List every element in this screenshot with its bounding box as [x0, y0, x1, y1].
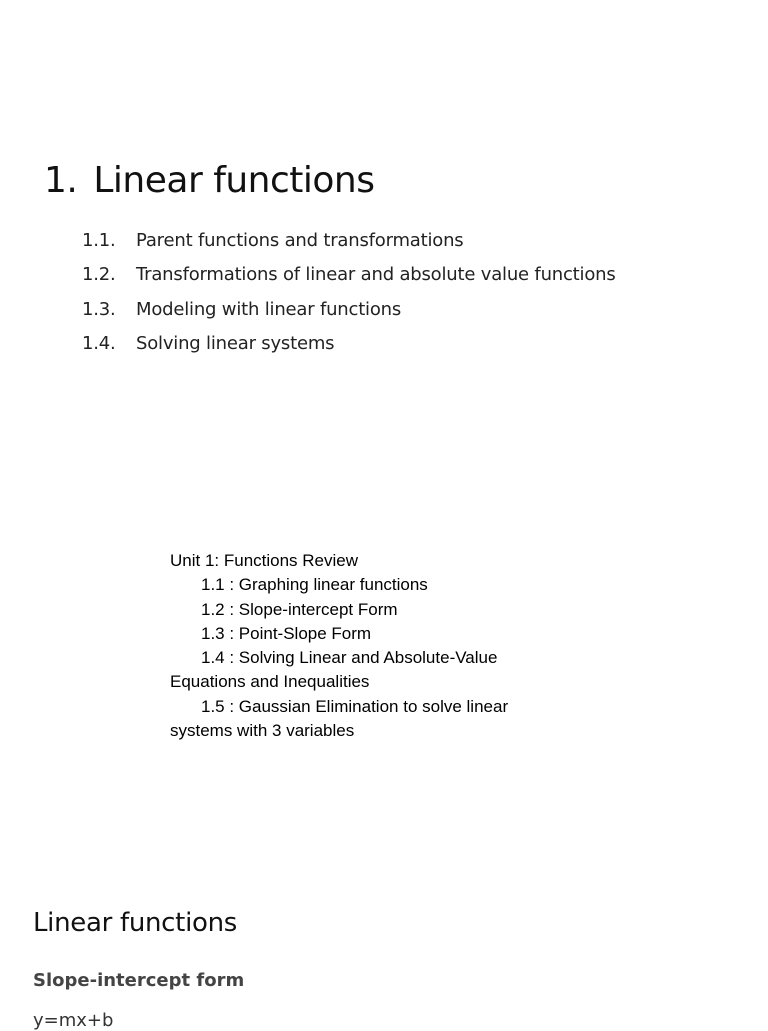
sub-heading: Slope-intercept form: [33, 970, 245, 991]
unit-line: 1.4 : Solving Linear and Absolute-Value: [201, 648, 498, 668]
toc-item: [82, 258, 616, 292]
chapter-title-text: Linear functions: [93, 160, 375, 201]
toc-item-number: 1.4.: [82, 332, 116, 354]
formula-text: y=mx+b: [33, 1010, 114, 1031]
toc-item-label: Parent functions and transformations: [136, 230, 464, 251]
chapter-title: [44, 160, 375, 201]
toc-item-label: Transformations of linear and absolute value functions: [136, 264, 616, 286]
toc-item-label: Modeling with linear functions: [136, 298, 402, 320]
unit-line: 1.2 : Slope-intercept Form: [201, 599, 398, 619]
section-title: Linear functions: [33, 908, 238, 938]
chapter-toc: [82, 224, 616, 361]
unit-line: 1.3 : Point-Slope Form: [201, 623, 372, 643]
toc-item-number: 1.1.: [82, 230, 116, 251]
toc-item: [82, 327, 616, 361]
toc-item: [82, 293, 616, 327]
toc-item-number: 1.3.: [82, 298, 116, 320]
unit-outline-image: [170, 549, 590, 743]
unit-line: systems with 3 variables: [170, 721, 355, 741]
unit-line: 1.1 : Graphing linear functions: [201, 575, 428, 595]
toc-item: [82, 224, 616, 258]
unit-title: Unit 1: Functions Review: [170, 551, 359, 570]
toc-item-label: Solving linear systems: [136, 332, 335, 354]
unit-line: Equations and Inequalities: [170, 672, 370, 692]
chapter-number: 1.: [44, 160, 78, 201]
unit-line: 1.5 : Gaussian Elimination to solve linear: [201, 696, 509, 716]
toc-item-number: 1.2.: [82, 264, 116, 286]
